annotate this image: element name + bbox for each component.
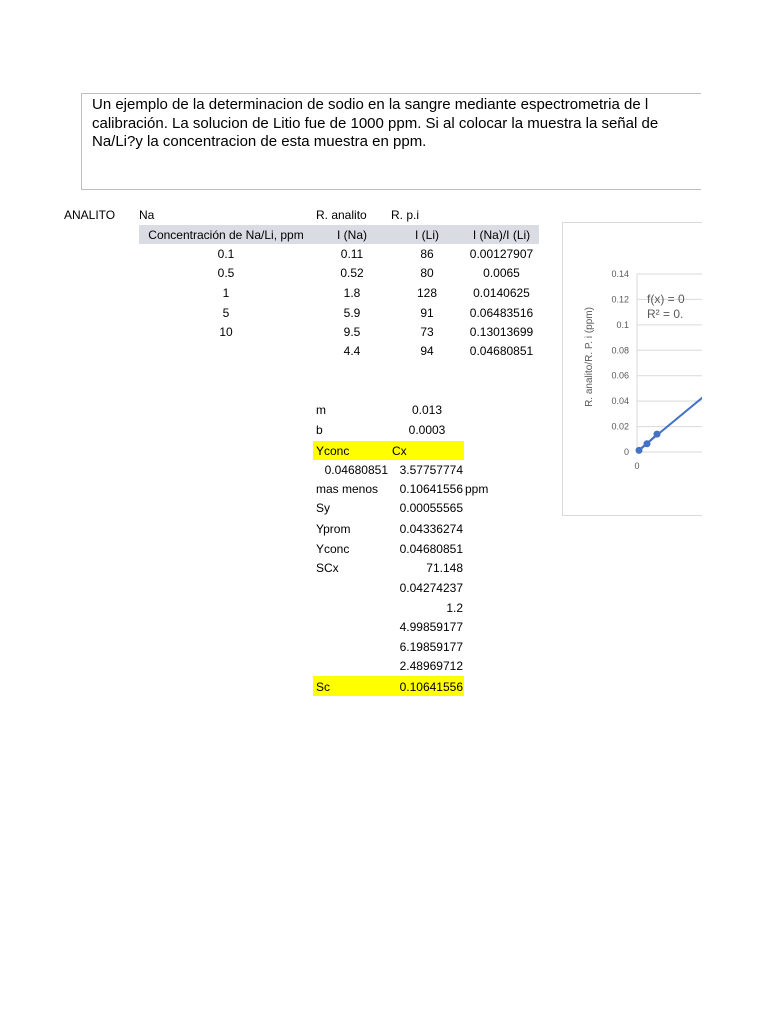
header-ratio: I (Na)/I (Li): [472, 228, 531, 242]
y-tick-label: 0.1: [616, 319, 629, 330]
yconc-label: Yconc: [316, 444, 350, 458]
y-tick-label: 0.04: [611, 396, 629, 407]
table-cell: 0.11: [340, 247, 364, 261]
y-tick-label: 0.06: [611, 370, 629, 381]
r-pi-label: R. p.i: [391, 208, 420, 222]
yprom-label: Yprom: [316, 522, 351, 536]
yconc2-label: Yconc: [316, 542, 350, 556]
m-value: 0.013: [411, 403, 443, 417]
ppm-unit: ppm: [465, 482, 489, 496]
table-cell: 0.0065: [483, 266, 520, 280]
r-squared-label: R² = 0.: [647, 307, 684, 321]
table-cell: 86: [420, 247, 434, 261]
table-cell: 73: [420, 325, 434, 339]
y-axis-title: R. analito/R. P. i (ppm): [584, 307, 595, 407]
table-cell: 10: [219, 325, 233, 339]
table-cell: 0.5: [217, 266, 235, 280]
calibration-chart[interactable]: [562, 222, 702, 516]
na-label: Na: [139, 208, 155, 222]
header-i-li: I (Li): [415, 228, 439, 242]
sy-value: 0.00055565: [399, 501, 463, 515]
table-cell: 0.00127907: [469, 247, 534, 261]
analito-label: ANALITO: [64, 208, 116, 222]
table-cell: 0.06483516: [469, 306, 534, 320]
extra-value-1: 0.04274237: [399, 581, 463, 595]
trendline: [637, 245, 702, 452]
equation-label: f(x) = 0: [647, 292, 685, 306]
scx-label: SCx: [316, 561, 339, 575]
b-label: b: [316, 423, 323, 437]
table-cell: 80: [420, 266, 434, 280]
table-cell: 91: [420, 306, 434, 320]
yconc2-value: 0.04680851: [399, 542, 463, 556]
extra-value-4: 6.19859177: [399, 640, 463, 654]
table-cell: 0.1: [217, 247, 235, 261]
table-cell: 1.8: [343, 286, 361, 300]
sc-label: Sc: [316, 680, 331, 694]
extra-value-3: 4.99859177: [399, 620, 463, 634]
table-cell: 94: [420, 344, 434, 358]
b-value: 0.0003: [408, 423, 446, 437]
table-cell: 0.04680851: [469, 344, 534, 358]
table-cell: 0.0140625: [473, 286, 530, 300]
mas-menos-label: mas menos: [316, 482, 379, 496]
extra-value-2: 1.2: [446, 601, 463, 615]
y-tick-label: 0.12: [611, 294, 629, 305]
y-tick-label: 0.14: [611, 269, 629, 279]
x-tick-label: 0: [634, 461, 640, 471]
header-concentration: Concentración de Na/Li, ppm: [148, 228, 304, 242]
extra-value-5: 2.48969712: [399, 659, 463, 673]
cx-value: 3.57757774: [399, 463, 463, 477]
scx-value: 71.148: [426, 561, 463, 575]
problem-box: [81, 93, 701, 190]
mas-menos-value: 0.10641556: [399, 482, 463, 496]
sc-value: 0.10641556: [399, 680, 463, 694]
table-cell: 5.9: [343, 306, 361, 320]
data-point: [636, 447, 643, 454]
table-cell: 4.4: [343, 344, 361, 358]
problem-text: Un ejemplo de la determinacion de sodio en la sangre mediante espectrometria de l calibración. La solucion de Litio fue de 1000 ppm. Si al colocar la muestra la señal de Na/Li?y la concentracion de esta muestra en ppm.: [92, 96, 659, 150]
table-cell: 1: [222, 286, 230, 300]
m-label: m: [316, 403, 326, 417]
table-cell: 5: [222, 306, 230, 320]
sy-label: Sy: [316, 501, 331, 515]
cx-label: Cx: [392, 444, 407, 458]
table-cell: 0.13013699: [469, 325, 534, 339]
yprom-value: 0.04336274: [399, 522, 463, 536]
r-analito-label: R. analito: [316, 208, 367, 222]
header-i-na: I (Na): [337, 228, 367, 242]
table-cell: 9.5: [343, 325, 361, 339]
y-tick-label: 0: [623, 447, 629, 457]
yconc-value: 0.04680851: [324, 463, 388, 477]
y-tick-label: 0.02: [611, 421, 629, 432]
data-point: [644, 440, 651, 447]
table-cell: 128: [416, 286, 438, 300]
chart-svg: [563, 223, 702, 516]
table-cell: 0.52: [340, 266, 364, 280]
y-tick-label: 0.08: [611, 345, 629, 356]
data-point: [654, 431, 661, 438]
